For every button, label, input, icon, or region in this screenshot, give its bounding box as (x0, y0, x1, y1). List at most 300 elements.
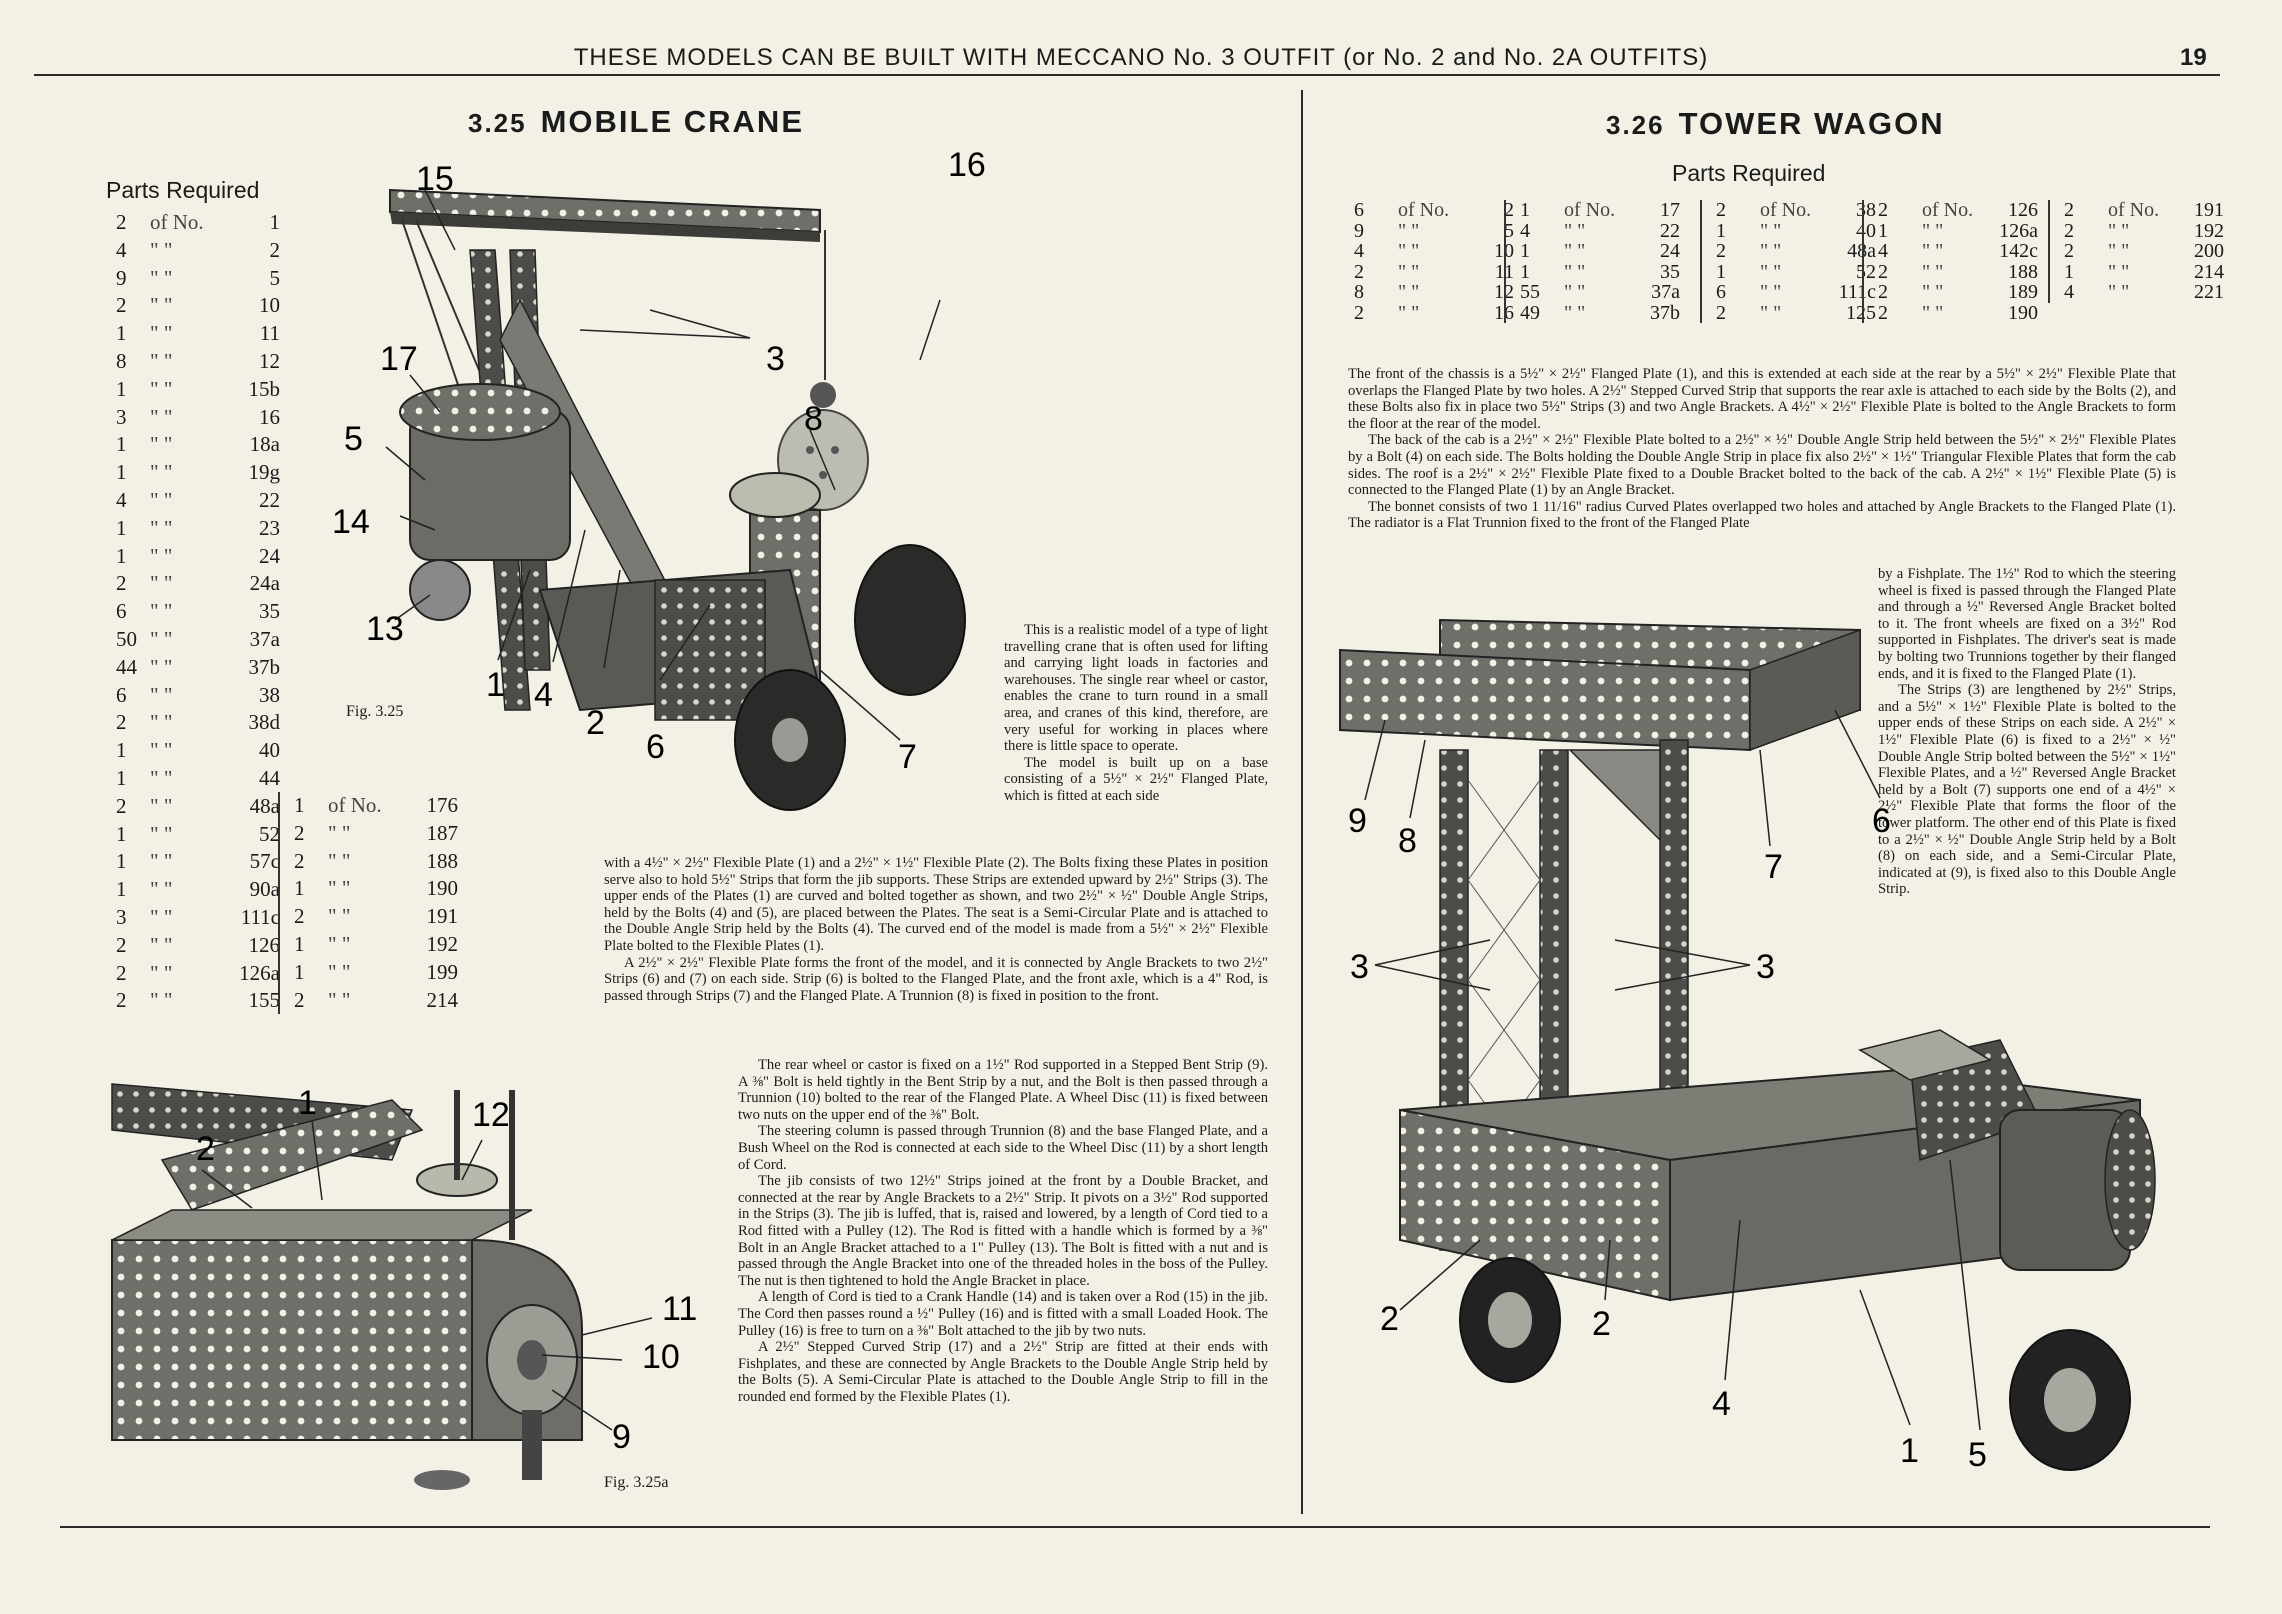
part-number: 35 (259, 599, 280, 624)
wagon-callout: 3 (1756, 948, 1775, 986)
part-number: 48a (1847, 240, 1876, 262)
parts-row (116, 431, 280, 459)
part-number: 23 (259, 515, 280, 540)
part-ditto: " " (2108, 260, 2130, 283)
parts-row (1520, 241, 1680, 262)
crane-lower-text (738, 1057, 1268, 1405)
part-quantity: 4 (1878, 240, 1888, 262)
wagon-para-bonnet-rest: by a Fishplate. The 1½" Rod to which the steering wheel is fixed is passed through the Flanged Plate and through a ½" Reversed Angle Bracket bolted to it. The front wheels are fixed on a 3½" Rod supported in Fishplates. The driver's seat is made by bolting two Trunnions together by their flanged ends, and it is fixed to the Flanged Plate (1). (1878, 566, 2176, 682)
wagon-heading (1606, 106, 1945, 142)
part-quantity: 1 (116, 321, 127, 346)
crane-para-cord: A length of Cord is tied to a Crank Handle (14) and is taken over a Rod (15) in the jib. The Cord then passes round a ½" Pulley (16) and is fitted with a small Loaded Hook. The Pulley (16) is free to turn on a ⅜" Bolt attached to the jib by two nuts. (738, 1289, 1268, 1339)
part-number: 188 (426, 848, 458, 873)
part-number: 12 (259, 348, 280, 373)
part-ditto: of No. (1398, 199, 1450, 221)
part-quantity: 3 (116, 904, 127, 929)
part-number: 15b (248, 376, 280, 401)
part-number: 155 (248, 988, 280, 1013)
part-ditto: " " (328, 987, 351, 1012)
part-ditto: " " (150, 376, 173, 401)
header-rule (34, 74, 2220, 76)
part-ditto: " " (2108, 240, 2130, 262)
part-ditto: " " (150, 849, 173, 874)
part-ditto: " " (1398, 281, 1420, 303)
part-number: 90a (249, 877, 280, 902)
part-number: 190 (426, 876, 458, 901)
parts-row (294, 820, 458, 848)
page-number: 19 (2180, 44, 2207, 71)
parts-row (116, 570, 280, 598)
parts-row (116, 932, 280, 960)
parts-row (1520, 221, 1680, 242)
part-quantity: 4 (1354, 240, 1364, 262)
part-quantity: 2 (294, 904, 305, 929)
crane-callout: 7 (898, 738, 917, 776)
part-ditto: " " (150, 348, 173, 373)
wagon-parts-column (1354, 200, 1514, 323)
part-quantity: 1 (294, 876, 305, 901)
part-number: 188 (2008, 260, 2038, 283)
part-ditto: " " (150, 710, 173, 735)
part-number: 18a (249, 432, 280, 457)
wagon-callout: 7 (1764, 848, 1783, 886)
part-quantity: 2 (116, 793, 127, 818)
parts-row (116, 821, 280, 849)
part-quantity: 6 (116, 682, 127, 707)
part-quantity: 2 (1878, 199, 1888, 221)
part-number: 22 (1660, 219, 1680, 242)
crane-para-base-start: The model is built up on a base consisting of a 5½" × 2½" Flanged Plate, which is fitted at each side (1004, 754, 1268, 804)
part-quantity: 2 (116, 960, 127, 985)
part-ditto: " " (1398, 219, 1420, 242)
part-quantity: 1 (116, 877, 127, 902)
wagon-number: 3.26 (1606, 110, 1665, 140)
part-quantity: 1 (116, 543, 127, 568)
parts-row (1520, 282, 1680, 303)
part-quantity: 2 (1354, 301, 1364, 324)
part-number: 192 (2194, 219, 2224, 242)
part-quantity: 1 (116, 515, 127, 540)
part-number: 126 (2008, 199, 2038, 221)
part-ditto: " " (1922, 281, 1944, 303)
parts-row (116, 765, 280, 793)
wagon-parts-column (1504, 200, 1680, 323)
part-quantity: 1 (116, 765, 127, 790)
part-quantity: 1 (1878, 219, 1888, 242)
part-number: 24 (1660, 240, 1680, 262)
part-ditto: " " (150, 404, 173, 429)
part-quantity: 2 (1878, 260, 1888, 283)
part-number: 24 (259, 543, 280, 568)
parts-row (116, 209, 280, 237)
wagon-callout: 1 (1900, 1432, 1919, 1470)
running-header: THESE MODELS CAN BE BUILT WITH MECCANO No. 3 OUTFIT (or No. 2 and No. 2A OUTFITS) (573, 44, 1709, 71)
parts-row (294, 848, 458, 876)
wagon-illustration (1340, 600, 2240, 1480)
part-number: 11 (259, 321, 280, 346)
crane-callout: 14 (332, 503, 370, 541)
crane-callout: 5 (344, 420, 363, 458)
part-ditto: " " (1922, 219, 1944, 242)
part-number: 200 (2194, 240, 2224, 262)
part-number: 37b (1650, 301, 1680, 324)
part-quantity: 1 (116, 432, 127, 457)
part-ditto: " " (150, 432, 173, 457)
parts-row (116, 348, 280, 376)
part-ditto: " " (1564, 219, 1586, 242)
wagon-para-bonnet-start: The bonnet consists of two 1 11/16" radius Curved Plates overlapped two holes and attached by Angle Brackets to the Flanged Plate (1). The radiator is a Flat Trunnion fixed to the front of the Flanged Plate (1348, 498, 2176, 532)
crane-fig-caption: Fig. 3.25 (346, 703, 404, 720)
parts-row (1716, 241, 1876, 262)
parts-row (116, 682, 280, 710)
part-ditto: " " (1922, 260, 1944, 283)
parts-row (2064, 200, 2224, 221)
crane-para-steer: The steering column is passed through Trunnion (8) and the base Flanged Plate, and a Bush Wheel on the Rod is connected at each side to the Wheel Disc (11) by a short length of Cord. (738, 1123, 1268, 1173)
part-ditto: " " (150, 515, 173, 540)
part-quantity: 50 (116, 626, 137, 651)
parts-row (1878, 303, 2038, 324)
part-ditto: " " (150, 599, 173, 624)
crane-detail-caption: Fig. 3.25a (604, 1474, 669, 1491)
parts-row (1716, 200, 1876, 221)
parts-row (1878, 282, 2038, 303)
part-quantity: 8 (116, 348, 127, 373)
part-quantity: 1 (1716, 260, 1726, 283)
part-ditto: " " (1398, 301, 1420, 324)
part-quantity: 1 (1520, 260, 1530, 283)
crane-heading (468, 104, 804, 140)
parts-row (294, 959, 458, 987)
crane-detail-callout: 12 (472, 1096, 510, 1134)
part-number: 16 (259, 404, 280, 429)
wagon-callout: 8 (1398, 822, 1417, 860)
part-number: 52 (259, 821, 280, 846)
part-quantity: 2 (116, 710, 127, 735)
part-quantity: 4 (1520, 219, 1530, 242)
part-ditto: " " (2108, 219, 2130, 242)
part-ditto: of No. (2108, 199, 2160, 221)
part-ditto: " " (1760, 260, 1782, 283)
parts-row (1354, 200, 1514, 221)
part-quantity: 1 (116, 460, 127, 485)
part-ditto: " " (1564, 301, 1586, 324)
part-number: 2 (269, 237, 280, 262)
part-ditto: " " (150, 877, 173, 902)
parts-row (116, 376, 280, 404)
parts-row (116, 654, 280, 682)
part-number: 190 (2008, 301, 2038, 324)
part-number: 48a (249, 793, 280, 818)
part-quantity: 1 (1520, 199, 1530, 221)
part-ditto: " " (328, 820, 351, 845)
part-ditto: " " (150, 738, 173, 763)
part-number: 12 (1494, 281, 1514, 303)
parts-row (1354, 303, 1514, 324)
crane-detail-callout: 2 (196, 1130, 215, 1168)
part-number: 44 (259, 765, 280, 790)
parts-row (116, 265, 280, 293)
part-quantity: 1 (2064, 260, 2074, 283)
part-quantity: 9 (116, 265, 127, 290)
wagon-callout: 6 (1872, 802, 1891, 840)
crane-para-curved: A 2½" Stepped Curved Strip (17) and a 2½" Strip are fitted at their ends with Fishplates, and these are connected by Angle Brackets to the Double Angle Strip held by the Bolts (5). A Semi-Circular Plate is attached to the Double Angle Strip to fill in the rounded end formed by the Flexible Plates (1). (738, 1339, 1268, 1405)
part-quantity: 1 (116, 849, 127, 874)
part-ditto: " " (150, 321, 173, 346)
parts-row (2064, 262, 2224, 283)
wagon-para-strips: The Strips (3) are lengthened by 2½" Strips, and a 5½" × 1½" Flexible Plate is bolted to the upper ends of these Strips on each side. A 2½" × 1½" Flexible Plate (6) is fixed to a 2½" × ½" Double Angle Strip bolted between the 5½" × 1½" Flexible Plates, and a ½" Reversed Angle Bracket held by a Bolt (7) supports one end of a 4½" × 2½" Flexible Plate that forms the floor of the tower platform. The other end of this Plate is fixed to a 2½" × ½" Double Angle Strip held by a Bolt (8) on each side, and a Semi-Circular Plate, indicated at (9), is fixed also to this Double Angle Strip. (1878, 682, 2176, 898)
crane-para-front: A 2½" × 2½" Flexible Plate forms the front of the model, and it is connected by Angle Brackets to two 2½" Strips (6) and (7) on each side. Strip (6) is bolted to the Flanged Plate, and the front axle, which is a 4" Rod, is passed through Strips (7) and the Flanged Plate. A Trunnion (8) is fixed in position to the front. (604, 954, 1268, 1004)
part-ditto: " " (150, 960, 173, 985)
part-ditto: of No. (1760, 199, 1812, 221)
parts-row (116, 515, 280, 543)
part-number: 57c (249, 849, 280, 874)
parts-row (1354, 241, 1514, 262)
part-ditto: " " (150, 904, 173, 929)
part-quantity: 1 (116, 376, 127, 401)
part-number: 37a (1651, 281, 1680, 303)
parts-row (116, 793, 280, 821)
crane-callout: 4 (534, 676, 553, 714)
part-ditto: " " (150, 626, 173, 651)
crane-callout: 15 (416, 160, 454, 198)
wagon-title: TOWER WAGON (1678, 106, 1945, 141)
crane-parts-title: Parts Required (106, 177, 260, 203)
part-number: 11 (1494, 260, 1514, 283)
parts-row (1354, 221, 1514, 242)
part-ditto: " " (150, 654, 173, 679)
part-number: 38 (1856, 199, 1876, 221)
part-ditto: " " (2108, 281, 2130, 303)
parts-row (116, 292, 280, 320)
part-number: 37a (249, 626, 280, 651)
wagon-callout: 5 (1968, 1436, 1987, 1474)
part-quantity: 2 (116, 210, 127, 234)
part-ditto: " " (150, 460, 173, 485)
part-quantity: 2 (116, 571, 127, 596)
crane-detail-callout: 10 (642, 1338, 680, 1376)
part-ditto: of No. (1922, 199, 1974, 221)
parts-row (116, 709, 280, 737)
part-number: 22 (259, 487, 280, 512)
part-quantity: 1 (294, 793, 305, 817)
parts-row (294, 903, 458, 931)
part-number: 35 (1660, 260, 1680, 283)
part-quantity: 2 (2064, 240, 2074, 262)
wagon-para-front: The front of the chassis is a 5½" × 2½" Flanged Plate (1), and this is extended at each side at the rear by a 5½" × 2½" Flexible Plate that overlaps the Flanged Plate by two holes. A 2½" Stepped Curved Strip that supports the rear axle is attached to each side by the Bolts (2), and these Bolts also fix in place two 5½" Strips (3) and two Angle Brackets. A 4½" × 2½" Flexible Plate is bolted to the Angle Brackets to form the floor at the rear of the model. (1348, 366, 2176, 432)
part-quantity: 2 (294, 987, 305, 1012)
part-number: 1 (269, 210, 280, 234)
part-quantity: 1 (1716, 219, 1726, 242)
parts-row (116, 848, 280, 876)
parts-row (1354, 282, 1514, 303)
part-quantity: 2 (1878, 301, 1888, 324)
part-number: 111c (1838, 281, 1876, 303)
part-ditto: " " (1564, 260, 1586, 283)
part-number: 126 (248, 932, 280, 957)
part-quantity: 1 (294, 931, 305, 956)
part-number: 17 (1660, 199, 1680, 221)
crane-callout: 1 (486, 666, 505, 704)
parts-row (116, 626, 280, 654)
parts-row (294, 875, 458, 903)
parts-row (116, 320, 280, 348)
crane-para-base-rest: with a 4½" × 2½" Flexible Plate (1) and a 2½" × 1½" Flexible Plate (2). The Bolts fixing these Plates in position serve also to hold 5½" Strips that form the jib supports. These Strips are extended upward by 2½" Strips (3). The upper ends of the Plates (1) are curved and bolted together as shown, and two 2½" × ½" Double Angle Strips, held by the Bolts (4) and (5), are placed between the Plates. The seat is a Semi-Circular Plate and is attached to the Double Angle Strip held by the Bolts (4). The curved end of the model is made from a 5½" × 2½" Flexible Plate bolted to the Flexible Plates (1). (604, 855, 1268, 954)
part-number: 37b (248, 654, 280, 679)
part-ditto: of No. (1564, 199, 1616, 221)
part-ditto: " " (150, 571, 173, 596)
part-number: 191 (2194, 199, 2224, 221)
part-number: 125 (1846, 301, 1876, 324)
crane-callout: 8 (804, 400, 823, 438)
parts-row (1878, 241, 2038, 262)
part-quantity: 2 (294, 848, 305, 873)
part-number: 214 (426, 987, 458, 1012)
part-number: 52 (1856, 260, 1876, 283)
wagon-callout: 2 (1380, 1300, 1399, 1338)
parts-row (1878, 221, 2038, 242)
part-quantity: 2 (116, 293, 127, 318)
part-quantity: 2 (1354, 260, 1364, 283)
parts-row (1716, 282, 1876, 303)
part-ditto: " " (150, 487, 173, 512)
part-ditto: " " (328, 848, 351, 873)
wagon-callout: 9 (1348, 802, 1367, 840)
crane-para-rear: The rear wheel or castor is fixed on a 1½" Rod supported in a Stepped Bent Strip (9). A ⅜" Bolt is held tightly in the Bent Strip by a nut, and the Bolt is then passed through a Trunnion (10) bolted to the rear of the Flanged Plate. A Wheel Disc (11) is fixed between two nuts on the upper end of the ⅜" Bolt. (738, 1057, 1268, 1123)
part-ditto: " " (1398, 240, 1420, 262)
wagon-callout: 3 (1350, 948, 1369, 986)
crane-detail-illustration (112, 1070, 712, 1520)
part-quantity: 2 (1716, 240, 1726, 262)
part-quantity: 3 (116, 404, 127, 429)
part-number: 142c (1999, 240, 2038, 262)
crane-callout: 2 (586, 704, 605, 742)
footer-rule (60, 1526, 2210, 1528)
part-ditto: " " (150, 293, 173, 318)
part-quantity: 4 (2064, 281, 2074, 303)
parts-row (1354, 262, 1514, 283)
crane-main-text (604, 855, 1268, 1004)
part-quantity: 49 (1520, 301, 1540, 324)
part-quantity: 4 (116, 237, 127, 262)
part-ditto: " " (1564, 240, 1586, 262)
wagon-para-cab: The back of the cab is a 2½" × 2½" Flexible Plate bolted to a 2½" × ½" Double Angle Strip held between the 5½" × 2½" Flexible Plates by a Bolt (4) on each side. The Bolts holding the Double Angle Strip in place fix also 2½" × 1½" Triangular Flexible Plates that form the cab sides. The roof is a 2½" × 2½" Flexible Plate fixed to a Double Bracket bolted to the back of the cab. A 2½" × 1½" Flexible Plate (5) is connected to the Flanged Plate (1) by an Angle Bracket. (1348, 432, 2176, 499)
part-ditto: " " (328, 931, 351, 956)
part-number: 38 (259, 682, 280, 707)
crane-parts-list-1 (116, 209, 280, 1015)
part-quantity: 2 (116, 932, 127, 957)
parts-row (1716, 303, 1876, 324)
part-quantity: 2 (1716, 199, 1726, 221)
parts-row (294, 931, 458, 959)
part-quantity: 4 (116, 487, 127, 512)
part-quantity: 1 (1520, 240, 1530, 262)
part-number: 111c (240, 904, 280, 929)
parts-row (2064, 221, 2224, 242)
crane-callout: 16 (948, 146, 986, 184)
parts-row (1878, 262, 2038, 283)
part-ditto: " " (150, 821, 173, 846)
parts-row (116, 737, 280, 765)
parts-row (294, 987, 458, 1015)
part-quantity: 44 (116, 654, 137, 679)
part-ditto: " " (150, 932, 173, 957)
part-number: 189 (2008, 281, 2038, 303)
wagon-top-text (1348, 366, 2176, 532)
part-quantity: 2 (1878, 281, 1888, 303)
crane-parts-list-2 (278, 792, 458, 1014)
crane-callout: 6 (646, 728, 665, 766)
part-ditto: " " (150, 237, 173, 262)
part-ditto: " " (150, 682, 173, 707)
parts-row (116, 876, 280, 904)
part-ditto: " " (328, 959, 351, 984)
wagon-parts-column (2048, 200, 2224, 303)
part-ditto: " " (1760, 301, 1782, 324)
part-ditto: " " (1760, 281, 1782, 303)
crane-para-intro: This is a realistic model of a type of light travelling crane that is often used for lifting and carrying light loads in factories and warehouses. The single rear wheel or castor, enables the crane to turn round in a small area, and cranes of this kind, therefore, are very useful for working in places where there is little space to operate. (1004, 622, 1268, 755)
parts-row (1716, 262, 1876, 283)
wagon-callout: 2 (1592, 1305, 1611, 1343)
parts-row (116, 459, 280, 487)
part-ditto: " " (1760, 219, 1782, 242)
part-ditto: of No. (150, 210, 204, 234)
part-quantity: 2 (294, 820, 305, 845)
part-quantity: 1 (294, 959, 305, 984)
parts-row (116, 543, 280, 571)
parts-row (116, 987, 280, 1015)
part-number: 2 (1504, 199, 1514, 221)
part-quantity: 1 (116, 821, 127, 846)
crane-title: MOBILE CRANE (540, 104, 804, 139)
part-quantity: 6 (1354, 199, 1364, 221)
part-number: 192 (426, 931, 458, 956)
part-number: 221 (2194, 281, 2224, 303)
crane-callout: 13 (366, 610, 404, 648)
crane-detail-callout: 1 (298, 1084, 317, 1122)
crane-callout: 3 (766, 340, 785, 378)
part-number: 199 (426, 959, 458, 984)
wagon-parts-column (1700, 200, 1876, 323)
parts-row (1878, 200, 2038, 221)
part-ditto: " " (1760, 240, 1782, 262)
part-number: 187 (426, 820, 458, 845)
part-number: 40 (259, 738, 280, 763)
parts-row (116, 960, 280, 988)
part-number: 191 (426, 904, 458, 929)
part-number: 126a (1999, 219, 2038, 242)
crane-illustration (320, 146, 986, 810)
part-ditto: " " (328, 904, 351, 929)
part-ditto: " " (1922, 301, 1944, 324)
part-number: 19g (248, 460, 280, 485)
crane-para-jib: The jib consists of two 12½" Strips joined at the front by a Double Bracket, and connected at the rear by Angle Brackets to a 2½" Strip. It pivots on a 3½" Rod supported in the Strips (3). The jib is luffed, that is, raised and lowered, by a length of Cord tied to a Rod fitted with a Pulley (12). The Rod is fitted with a handle which is formed by a ⅜" Bolt in an Angle Bracket attached to a 1" Pulley (13). The Bolt is fitted with a nut and is passed through the Angle Bracket into one of the threaded holes in the boss of the Pulley. The nut is then tightened to hold the Angle Bracket in place. (738, 1173, 1268, 1289)
part-ditto: " " (1398, 260, 1420, 283)
part-ditto: " " (150, 765, 173, 790)
part-ditto: " " (150, 793, 173, 818)
part-number: 5 (1504, 219, 1514, 242)
parts-row (116, 904, 280, 932)
part-ditto: " " (1564, 281, 1586, 303)
part-quantity: 2 (2064, 199, 2074, 221)
part-quantity: 2 (116, 988, 127, 1013)
crane-detail-callout: 11 (662, 1290, 698, 1328)
parts-row (116, 404, 280, 432)
parts-row (1520, 262, 1680, 283)
part-ditto: " " (150, 265, 173, 290)
part-ditto: " " (150, 988, 173, 1013)
part-number: 16 (1494, 301, 1514, 324)
part-quantity: 9 (1354, 219, 1364, 242)
